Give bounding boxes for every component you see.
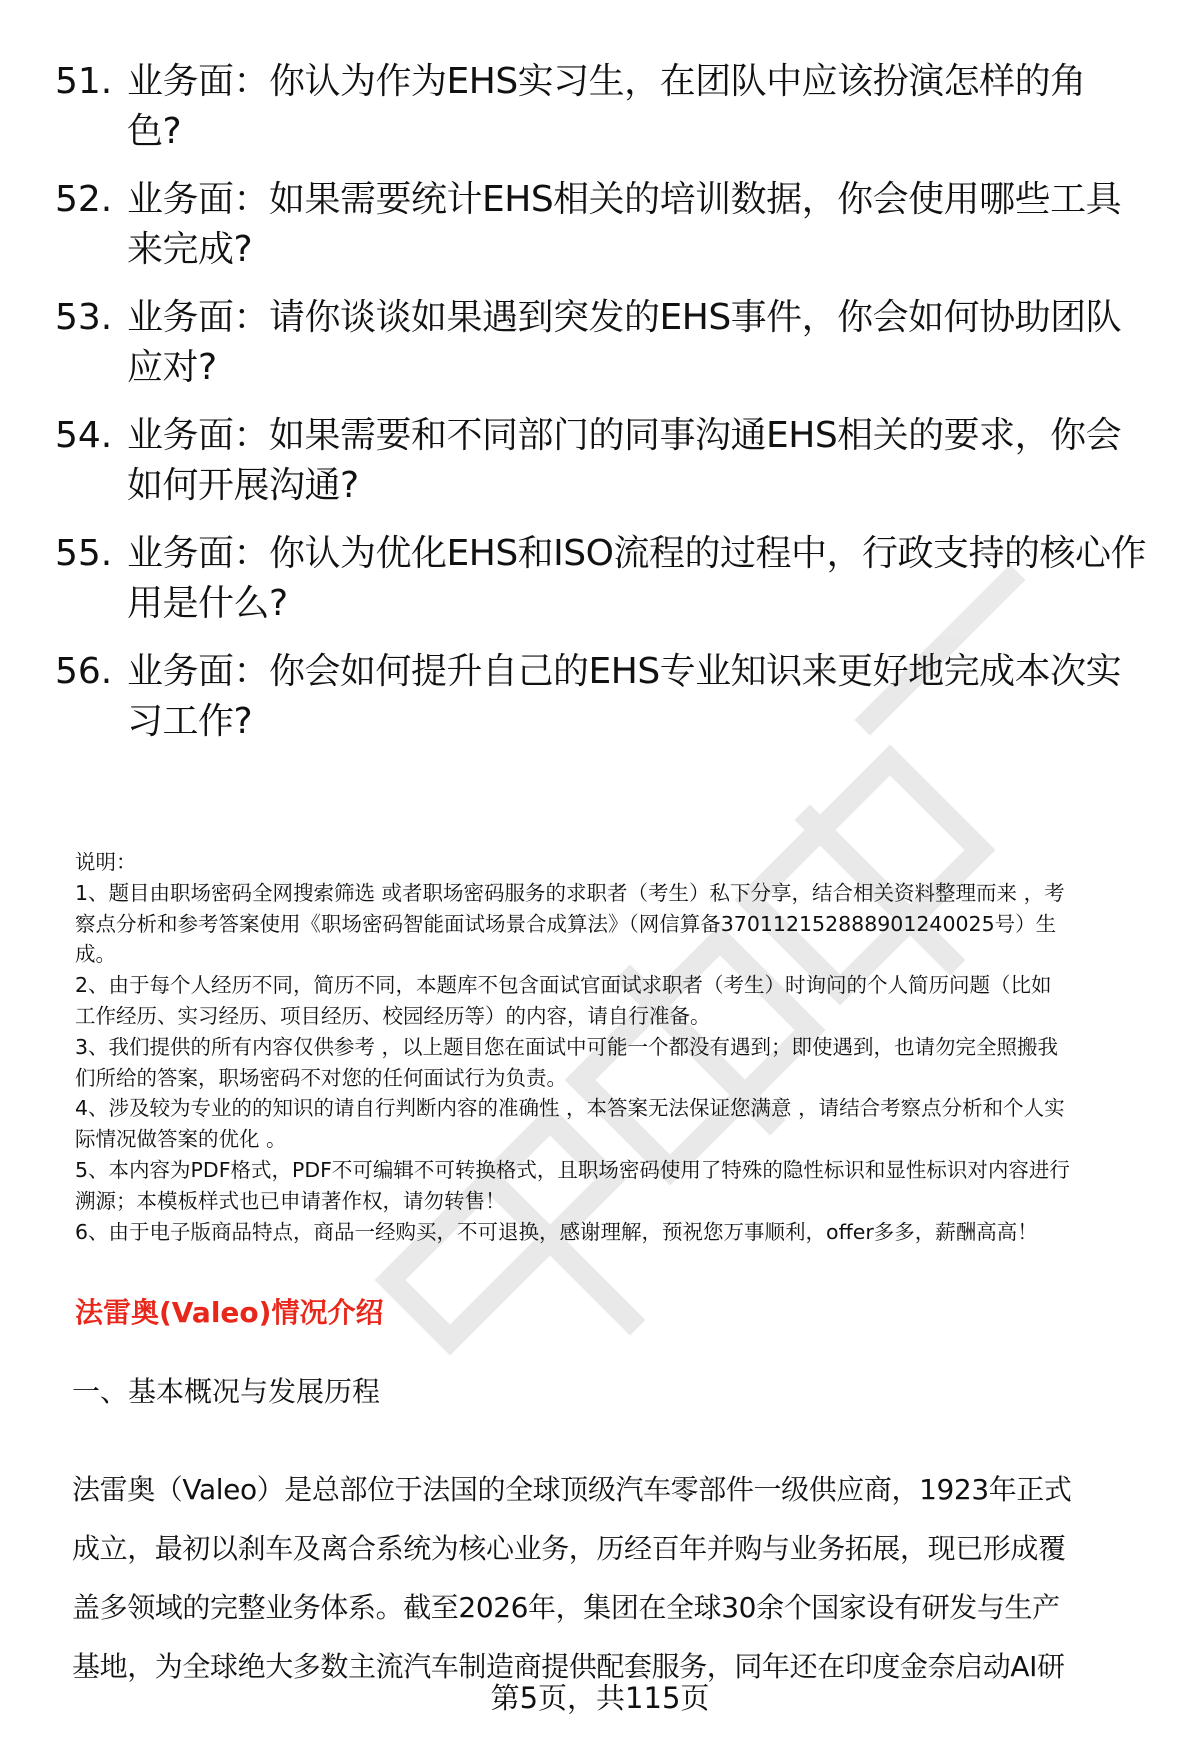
section-heading: 一、基本概况与发展历程	[72, 1375, 381, 1408]
question-line: 来完成?	[127, 229, 253, 270]
page-number: 第5页，共115页	[490, 1681, 710, 1715]
notes-line: 3、我们提供的所有内容仅供参考 ，以上题目您在面试中可能一个都没有遇到；即使遇到，也请勿完全照搬我	[75, 1034, 1059, 1059]
paragraph-line: 基地，为全球绝大多数主流汽车制造商提供配套服务，同年还在印度金奈启动AI研	[72, 1650, 1065, 1683]
question-text	[127, 529, 1200, 629]
notes-line: 说明：	[75, 850, 137, 874]
paragraph-line: 成立，最初以刹车及离合系统为核心业务，历经百年并购与业务拓展，现已形成覆	[72, 1532, 1066, 1565]
notes-line: 察点分析和参考答案使用《职场密码智能面试场景合成算法》（网信算备370112152888901240025号）生	[75, 911, 1057, 936]
notes-line: 4、涉及较为专业的的知识的请自行判断内容的准确性 ，本答案无法保证您满意 ，请结合考察点分析和个人实	[75, 1096, 1065, 1121]
paragraph-line: 法雷奥（Valeo）是总部位于法国的全球顶级汽车零部件一级供应商，1923年正式	[72, 1473, 1072, 1506]
question-number: 53.	[55, 297, 113, 338]
question-line: 业务面：你认为优化EHS和ISO流程的过程中，行政支持的核心作	[127, 533, 1146, 574]
company-paragraph	[72, 1460, 1167, 1696]
question-text	[127, 175, 1200, 275]
question-line: 色?	[127, 111, 182, 152]
question-line: 业务面：你认为作为EHS实习生，在团队中应该扮演怎样的角	[127, 61, 1086, 102]
notes-line: 成。	[75, 942, 116, 967]
question-text	[127, 57, 1200, 157]
notes-block	[75, 847, 1165, 1247]
notes-line: 际情况做答案的优化 。	[75, 1127, 287, 1152]
question-number: 52.	[55, 179, 113, 220]
question-line: 习工作?	[127, 701, 253, 742]
company-title: 法雷奥(Valeo)情况介绍	[75, 1296, 384, 1329]
question-number: 56.	[55, 651, 113, 692]
question-number: 51.	[55, 61, 113, 102]
question-text	[127, 647, 1200, 747]
question-line: 如何开展沟通?	[127, 465, 359, 506]
question-number: 55.	[55, 533, 113, 574]
notes-line: 工作经历、实习经历、项目经历、校园经历等）的内容，请自行准备。	[75, 1003, 711, 1028]
question-line: 应对?	[127, 347, 217, 388]
question-number: 54.	[55, 415, 113, 456]
question-line: 业务面：请你谈谈如果遇到突发的EHS事件，你会如何协助团队	[127, 297, 1122, 338]
notes-line: 1、题目由职场密码全网搜索筛选 或者职场密码服务的求职者（考生）私下分享，结合相关资料整理而来 ，考	[75, 880, 1065, 905]
question-text	[127, 411, 1200, 511]
question-line: 用是什么?	[127, 583, 288, 624]
notes-line: 溯源；本模板样式也已申请著作权，请勿转售！	[75, 1188, 506, 1213]
question-line: 业务面：如果需要和不同部门的同事沟通EHS相关的要求，你会	[127, 415, 1122, 456]
paragraph-line: 盖多领域的完整业务体系。截至2026年，集团在全球30余个国家设有研发与生产	[72, 1591, 1060, 1624]
notes-line: 们所给的答案，职场密码不对您的任何面试行为负责。	[75, 1065, 567, 1090]
question-line: 业务面：如果需要统计EHS相关的培训数据，你会使用哪些工具	[127, 179, 1122, 220]
question-line: 业务面：你会如何提升自己的EHS专业知识来更好地完成本次实	[127, 651, 1122, 692]
notes-line: 5、本内容为PDF格式，PDF不可编辑不可转换格式，且职场密码使用了特殊的隐性标识和显性标识对内容进行	[75, 1157, 1070, 1182]
question-text	[127, 293, 1200, 393]
notes-line: 6、由于电子版商品特点，商品一经购买，不可退换，感谢理解，预祝您万事顺利，offer多多，薪酬高高！	[75, 1219, 1038, 1244]
notes-line: 2、由于每个人经历不同，简历不同，本题库不包含面试官面试求职者（考生）时询问的个人简历问题（比如	[75, 973, 1052, 998]
